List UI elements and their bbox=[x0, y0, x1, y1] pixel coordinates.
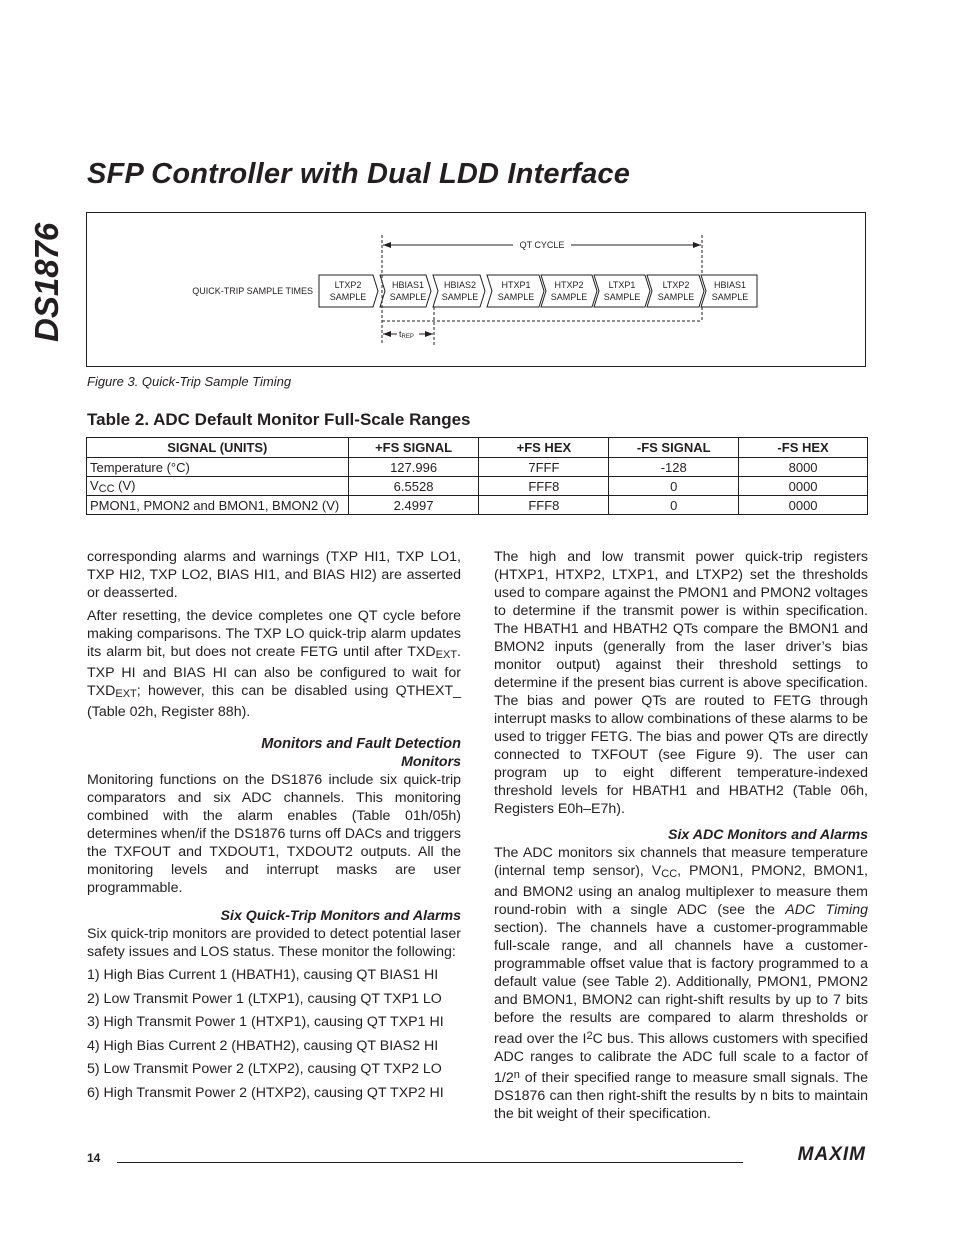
subscript: CC bbox=[661, 868, 678, 880]
table-cell: 0 bbox=[609, 496, 739, 515]
list-item: 1) High Bias Current 1 (HBATH1), causing QT BIAS1 HI bbox=[87, 967, 439, 983]
sample-label-line2: SAMPLE bbox=[441, 292, 479, 302]
sample-label-line1: HBIAS2 bbox=[443, 280, 477, 290]
table-cell: 8000 bbox=[739, 458, 868, 477]
sample-label-line1: LTXP1 bbox=[608, 280, 636, 290]
paragraph: corresponding alarms and warnings (TXP HI1, TXP LO1, TXP HI2, TXP LO2, BIAS HI1, and BIAS HI2) are asserted or deasserted. bbox=[87, 549, 461, 601]
text-run: After resetting, the device completes one QT cycle before making comparisons. The TXP LO quick-trip alarm updates its alarm bit, but does not create FETG until after TXD bbox=[87, 608, 461, 660]
table-cell: 0000 bbox=[739, 477, 868, 496]
list-item: 3) High Transmit Power 1 (HTXP1), causing QT TXP1 HI bbox=[87, 1014, 444, 1030]
list-item: 5) Low Transmit Power 2 (LTXP2), causing QT TXP2 LO bbox=[87, 1061, 442, 1077]
table-cell: Temperature (°C) bbox=[87, 458, 349, 477]
text-run: ; however, this can be disabled using QTHEXT_ (Table 02h, Register 88h). bbox=[87, 683, 461, 720]
timing-diagram bbox=[87, 213, 867, 368]
sample-label-line2: SAMPLE bbox=[657, 292, 695, 302]
page-number: 14 bbox=[87, 1151, 101, 1165]
vcc-main: V bbox=[90, 477, 99, 493]
table-cell: FFF8 bbox=[479, 477, 609, 496]
table-cell: 2.4997 bbox=[348, 496, 479, 515]
table-row bbox=[87, 496, 868, 515]
table-cell: 7FFF bbox=[479, 458, 609, 477]
subscript: EXT bbox=[435, 649, 458, 661]
table-cell: 127.996 bbox=[348, 458, 479, 477]
maxim-logo bbox=[755, 1144, 867, 1162]
adc-range-table bbox=[86, 437, 868, 515]
arrowhead-right-icon bbox=[693, 242, 701, 248]
column-header: -FS HEX bbox=[739, 438, 868, 458]
text-run: . TXP HI and BIAS HI can also be configured to wait for TXD bbox=[87, 644, 461, 699]
sample-label-line2: SAMPLE bbox=[550, 292, 588, 302]
table-title: Table 2. ADC Default Monitor Full-Scale Ranges bbox=[87, 410, 471, 429]
sample-label-line1: LTXP2 bbox=[334, 280, 362, 290]
sample-label-line1: HTXP1 bbox=[501, 280, 531, 290]
list-item: 6) High Transmit Power 2 (HTXP2), causing QT TXP2 HI bbox=[87, 1084, 444, 1101]
subsection-heading: Six Quick-Trip Monitors and Alarms bbox=[220, 908, 461, 924]
arrowhead-left-icon bbox=[383, 242, 391, 248]
row-label: QUICK-TRIP SAMPLE TIMES bbox=[192, 286, 313, 296]
left-column bbox=[87, 548, 461, 1107]
vcc-subscript: CC bbox=[98, 482, 115, 495]
section-heading: Monitors and Fault Detection bbox=[261, 736, 461, 752]
list-item: 2) Low Transmit Power 1 (LTXP1), causing QT TXP1 LO bbox=[87, 990, 442, 1007]
sample-label-line2: SAMPLE bbox=[497, 292, 535, 302]
table-cell: 0 bbox=[609, 477, 739, 496]
text-run: , PMON1, PMON2, BMON1, and BMON2 using an analog multiplexer to measure them round-robin with a single ADC (see the bbox=[494, 863, 868, 918]
quick-trip-list bbox=[87, 966, 461, 1102]
text-run: section). The channels have a customer-programmable full-scale range, and all channels have a customer-programmable offset value that is factory programmed to a default value (see Table 2). Additionally, PMON1, PMON2 and BMON1, BMON2 can right-shift results by up to 7 bits before the results are compared to alarm thresholds or read over the I bbox=[494, 920, 868, 1047]
trep-label: tREP bbox=[399, 329, 414, 340]
section-reference: ADC Timing bbox=[785, 902, 868, 918]
sample-label-line1: HTXP2 bbox=[554, 280, 584, 290]
sample-label-line2: SAMPLE bbox=[603, 292, 641, 302]
sample-label-line1: LTXP2 bbox=[662, 280, 690, 290]
list-item: 4) High Bias Current 2 (HBATH2), causing QT BIAS2 HI bbox=[87, 1037, 439, 1054]
subscript: EXT bbox=[115, 688, 137, 700]
subsection-heading: Six ADC Monitors and Alarms bbox=[668, 827, 868, 843]
sample-label-line1: HBIAS1 bbox=[391, 280, 425, 290]
table-cell: -128 bbox=[609, 458, 739, 477]
side-label-part-number bbox=[20, 212, 66, 352]
paragraph: Six quick-trip monitors are provided to detect potential laser safety issues and LOS status. These monitor the following: bbox=[87, 926, 461, 960]
superscript: 2 bbox=[586, 1030, 593, 1042]
figure-caption: Figure 3. Quick-Trip Sample Timing bbox=[87, 374, 292, 389]
table-row bbox=[87, 458, 868, 477]
column-header: +FS HEX bbox=[479, 438, 609, 458]
text-run: of their specified range to measure small signals. The DS1876 can then right-shift the results by n bits to maintain the bit weight of their specification. bbox=[494, 1070, 868, 1122]
trep-arrowhead-right-icon bbox=[425, 331, 433, 337]
vcc-units: (V) bbox=[114, 477, 136, 493]
column-header: -FS SIGNAL bbox=[609, 438, 739, 458]
right-column bbox=[494, 548, 868, 1128]
page-title: SFP Controller with Dual LDD Interface bbox=[87, 158, 631, 190]
superscript: n bbox=[513, 1069, 520, 1081]
table-cell: FFF8 bbox=[479, 496, 609, 515]
table-header-row bbox=[87, 438, 868, 458]
qt-cycle-label: QT CYCLE bbox=[519, 240, 565, 250]
paragraph bbox=[87, 607, 461, 721]
paragraph: Monitoring functions on the DS1876 include six quick-trip comparators and six ADC channels. This monitoring combined with the alarm enables (Table 01h/05h) determines when/if the DS1876 turns off DACs and triggers the TXFOUT and TXDOUT1, TXDOUT2 outputs. All the monitoring levels and interrupt masks are user programmable. bbox=[87, 772, 461, 896]
table-row bbox=[87, 477, 868, 496]
sample-label-line1: HBIAS1 bbox=[713, 280, 747, 290]
table-cell: 6.5528 bbox=[348, 477, 479, 496]
footer-rule bbox=[117, 1162, 743, 1163]
sample-label-line2: SAMPLE bbox=[329, 292, 367, 302]
table-cell: PMON1, PMON2 and BMON1, BMON2 (V) bbox=[87, 496, 349, 515]
paragraph: The high and low transmit power quick-trip registers (HTXP1, HTXP2, LTXP1, and LTXP2) set the thresholds used to compare against the PMON1 and PMON2 voltages to determine if the transmit power is within specification. The HBATH1 and HBATH2 QTs compare the BMON1 and BMON2 inputs (generally from the laser driver’s bias monitor output) against their threshold settings to determine if the present bias current is above specification. The bias and power QTs are routed to FETG through interrupt masks to allow combinations of these alarms to be used to trigger FETG. The bias and power QTs are directly connected to TXFOUT (see Figure 9). The user can program up to eight different temperature-indexed threshold levels for HBATH1 and HBATH2 (Table 06h, Registers E0h–E7h). bbox=[494, 549, 868, 817]
table-cell: 0000 bbox=[739, 496, 868, 515]
text-run: C bus. This allows customers with specified ADC ranges to calibrate the ADC full scale to a factor of 1/2 bbox=[494, 1031, 868, 1086]
figure-quick-trip-timing bbox=[86, 212, 866, 367]
logo-text: MAXIM bbox=[797, 1144, 866, 1162]
text-run: The ADC monitors six channels that measure temperature (internal temp sensor), V bbox=[494, 845, 868, 879]
column-header: +FS SIGNAL bbox=[348, 438, 479, 458]
paragraph bbox=[494, 844, 868, 1123]
sample-label-line2: SAMPLE bbox=[711, 292, 749, 302]
side-label-text: DS1876 bbox=[28, 222, 65, 342]
column-header: SIGNAL (UNITS) bbox=[87, 438, 349, 458]
subsection-heading: Monitors bbox=[401, 754, 461, 770]
sample-label-line2: SAMPLE bbox=[389, 292, 427, 302]
table-cell bbox=[87, 477, 349, 496]
